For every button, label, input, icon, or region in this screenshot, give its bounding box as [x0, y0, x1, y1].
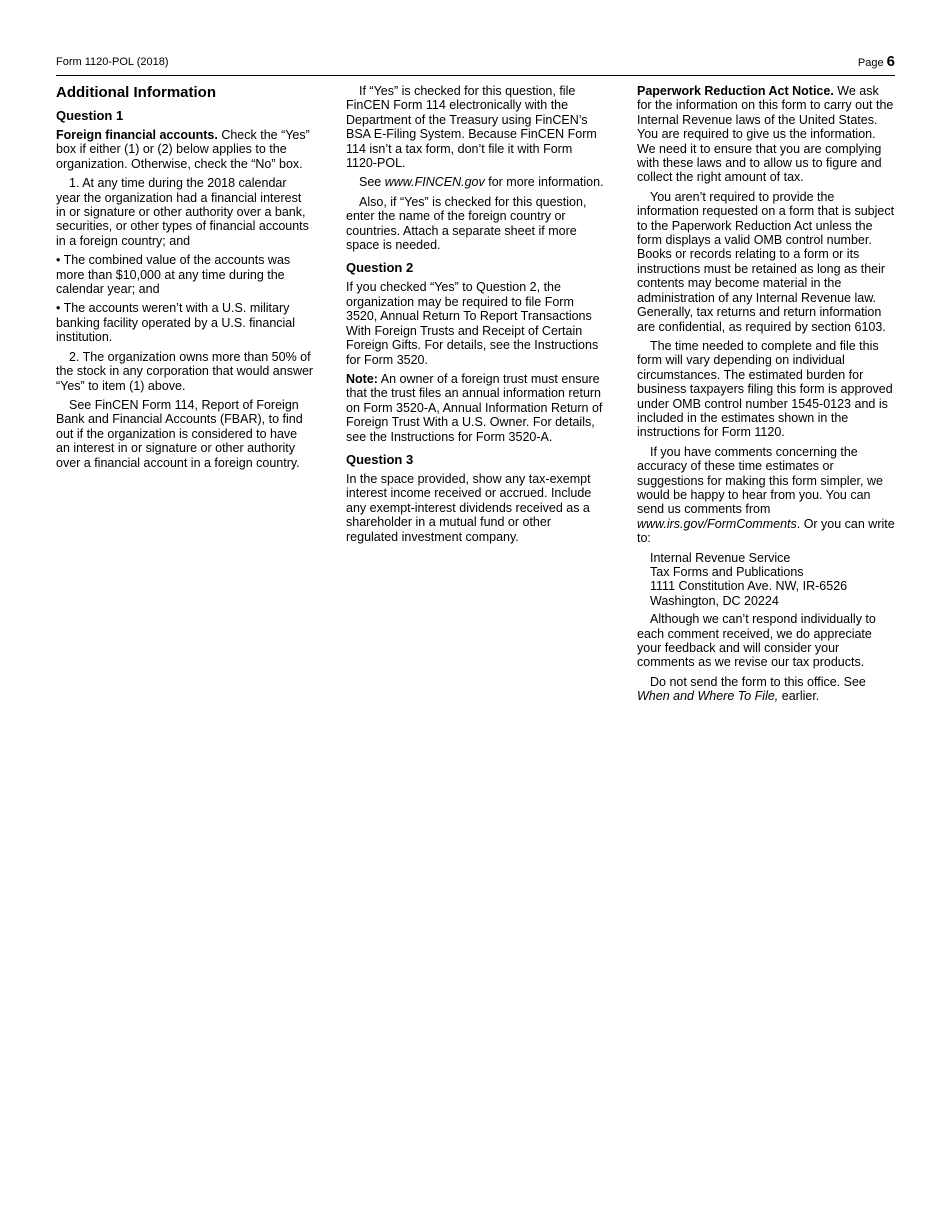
q2-paragraph: If you checked “Yes” to Question 2, the organization may be required to file Form 3520, Annual Return To Report Transactions With Foreign Trusts and Receipt of Certain Foreign Gifts. For details, see the Instructions for Form 3520.	[346, 280, 599, 367]
when-where-reference: When and Where To File,	[637, 689, 779, 704]
address-line: 1111 Constitution Ave. NW, IR-6526	[650, 579, 848, 594]
burden-paragraph: The time needed to complete and file this form will vary depending on individual circumstances. The estimated burden for business taxpayers filing this form is approved under OMB control number 1545-0123 and is included in the estimates shown in the instructions for Form 1120.	[637, 338, 893, 440]
pra-lead: Paperwork Reduction Act Notice.	[637, 84, 834, 98]
q1-item-1: 1. At any time during the 2018 calendar year the organization had a financial interest in or signature or other authority over a bank, securities, or other types of financial accounts in a foreign country; and	[56, 176, 309, 248]
irs-address	[637, 551, 895, 609]
address-line: Tax Forms and Publications	[650, 565, 804, 579]
q3-paragraph: In the space provided, show any tax-exempt interest income received or accrued. Include any exempt-interest dividends received as a shareholder in a mutual fund or other regulated investment company.	[346, 471, 592, 544]
q1-paragraph: Foreign financial accounts. Check the “Yes” box if either (1) or (2) below applies to the organization. Otherwise, check the “No” box.	[56, 128, 310, 171]
question-2-heading: Question 2	[346, 260, 414, 276]
note-lead: Note:	[346, 371, 378, 386]
foreign-country-paragraph: Also, if “Yes” is checked for this question, enter the name of the foreign country or countries. Attach a separate sheet if more space is needed.	[346, 194, 587, 253]
column-1	[56, 84, 314, 475]
pra-paragraph: Paperwork Reduction Act Notice. We ask for the information on this form to carry out the Internal Revenue laws of the United States. You are required to give us the information. We need it to ensure that you are complying with these laws and to allow us to figure and collect the right amount of tax.	[637, 84, 894, 185]
q1-lead: Foreign financial accounts.	[56, 128, 218, 142]
page-label: Page	[857, 57, 884, 69]
fincen-see-paragraph: See www.FINCEN.gov for more information.	[359, 175, 604, 190]
column-2	[346, 84, 604, 549]
q1-bullet-1: • The combined value of the accounts was more than $10,000 at any time during the calendar year; and	[56, 253, 291, 297]
page-number-value: 6	[886, 53, 895, 70]
page-number	[858, 53, 895, 70]
omb-paragraph: You aren’t required to provide the information requested on a form that is subject to the Paperwork Reduction Act unless the form displays a valid OMB control number. Books or records relating to a form or its instructions must be retained as long as their contents may become material in the administration of any Internal Revenue law. Generally, tax returns and return information are confidential, as required by section 6103.	[637, 189, 895, 334]
address-line: Internal Revenue Service	[650, 550, 791, 565]
question-1-heading: Question 1	[56, 108, 124, 123]
q1-item-2: 2. The organization owns more than 50% of the stock in any corporation that would answer “Yes” to item (1) above.	[56, 349, 314, 393]
address-line: Washington, DC 20224	[650, 593, 779, 608]
comments-paragraph: If you have comments concerning the accuracy of these time estimates or suggestions for making this form simpler, we would be happy to hear from you. You can send us comments from www.irs.gov/FormComments. Or you can write to:	[637, 444, 895, 546]
section-title: Additional Information	[56, 84, 216, 101]
form-id: Form 1120-POL (2018)	[56, 56, 169, 68]
do-not-send-paragraph: Do not send the form to this office. See When and Where To File, earlier.	[637, 674, 866, 704]
fincen-link: www.FINCEN.gov	[384, 175, 485, 190]
feedback-paragraph: Although we can’t respond individually to each comment received, we do appreciate your feedback and will consider your comments as we revise our tax products.	[637, 612, 876, 670]
question-3-heading: Question 3	[346, 451, 414, 467]
irs-comments-link: www.irs.gov/FormComments	[637, 516, 797, 531]
note-paragraph: Note: An owner of a foreign trust must ensure that the trust files an annual information return on Form 3520-A, Annual Information Return of Foreign Trust With a U.S. Owner. For details, see the Instructions for Form 3520-A.	[346, 371, 603, 444]
q1-fincen-paragraph: See FinCEN Form 114, Report of Foreign Bank and Financial Accounts (FBAR), to find out if the organization is considered to have an interest in or signature or other authority over a financial account in a foreign country.	[56, 397, 303, 470]
column-3	[637, 84, 895, 709]
q1-bullet-2: • The accounts weren’t with a U.S. military banking facility operated by a U.S. financial institution.	[56, 301, 296, 345]
fincen-filing-paragraph: If “Yes” is checked for this question, file FinCEN Form 114 electronically with the Department of the Treasury using FinCEN’s BSA E-Filing System. Because FinCEN Form 114 isn’t a tax form, don’t file it with Form 1120-POL.	[346, 84, 597, 171]
page-header	[56, 53, 895, 76]
